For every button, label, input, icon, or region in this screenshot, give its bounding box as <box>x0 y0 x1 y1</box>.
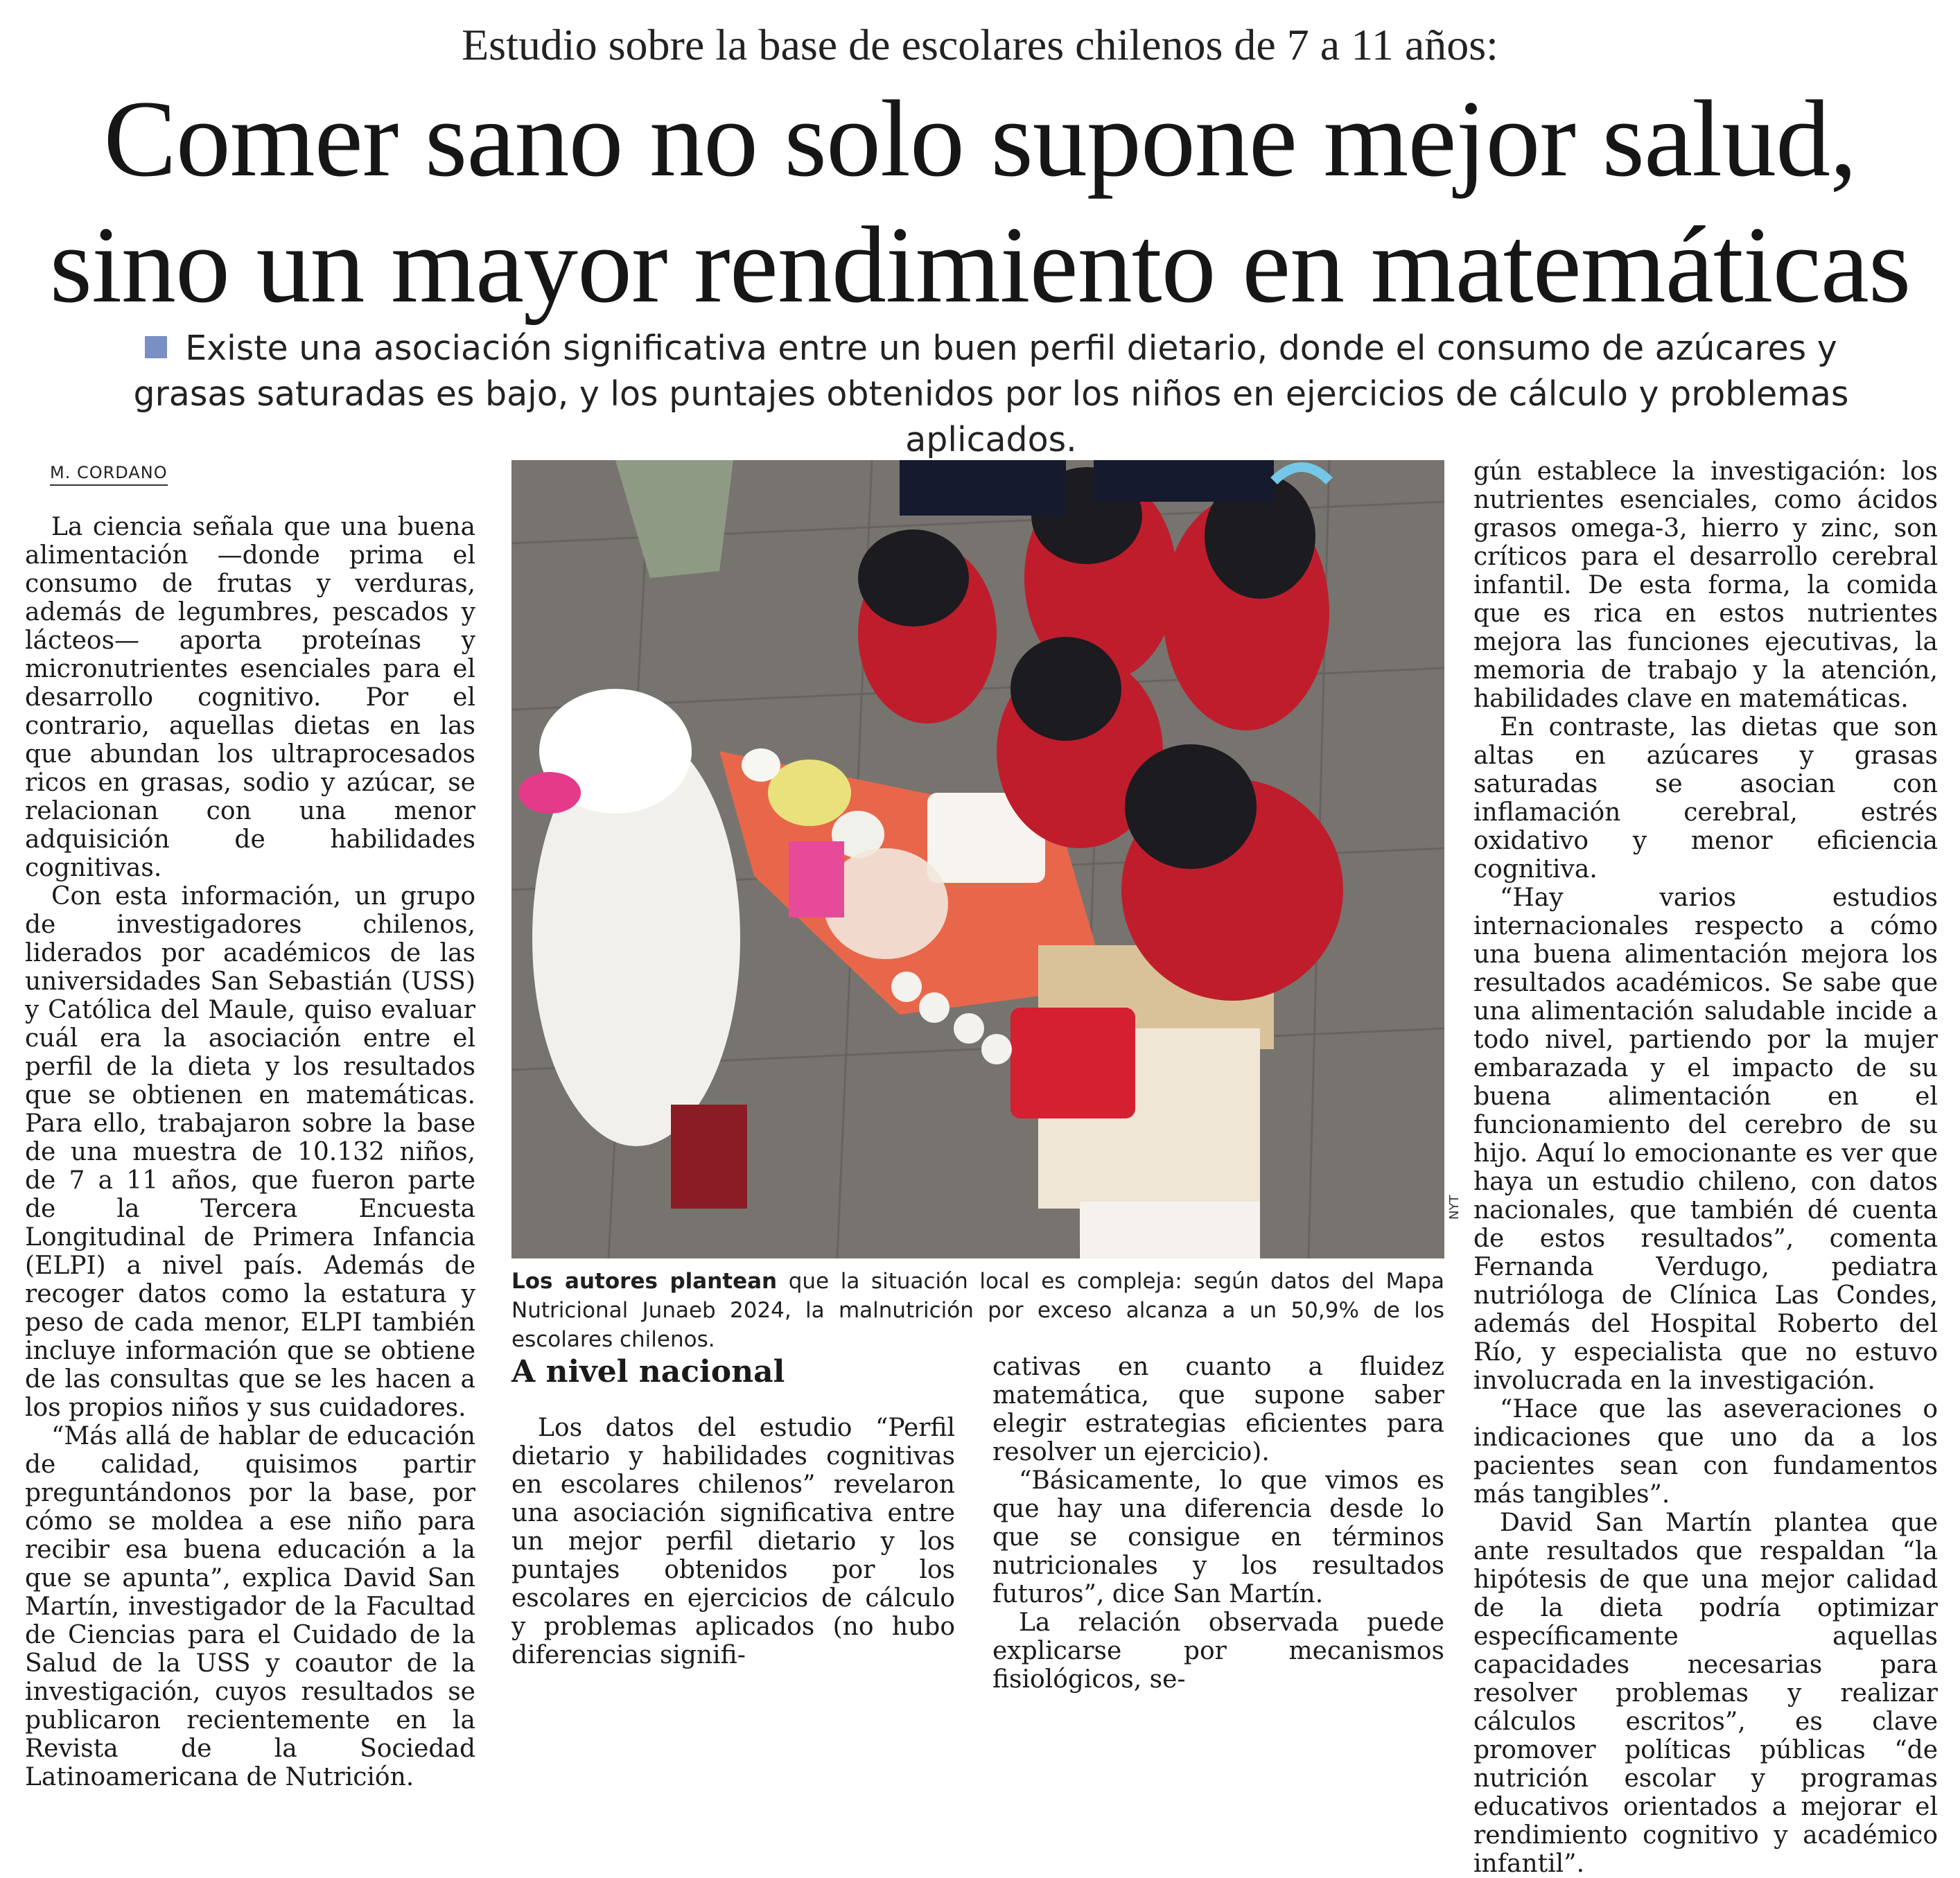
headline <box>21 76 1939 328</box>
paragraph: “Básicamente, lo que vimos es que hay una diferencia desde lo que se consigue en términos nutricionales y los resultados futuros”, dice San Martín. <box>992 1466 1444 1608</box>
paragraph: “Más allá de hablar de educación de calidad, quisimos partir preguntándonos por la base, por cómo se moldea a ese niño para recibir esa buena educación a la que se apunta”, explica David San Martín, investigador de la Facultad de Ciencias para el Cuidado de la Salud de la USS y coautor de la investigación, cuyos resultados se publicaron recientemente en la Revista de la Sociedad Latinoamericana de Nutrición. <box>25 1422 475 1791</box>
photo-illustration <box>511 460 1444 1258</box>
photo-caption <box>511 1267 1444 1354</box>
article-column-3 <box>992 1353 1444 1694</box>
article-column-4 <box>1473 457 1938 1878</box>
paragraph: David San Martín plantea que ante resultados que respaldan “la hipótesis de que una mejor calidad de la dieta podría optimizar específicamente aquellas capacidades necesarias para resolver problemas y realizar cálculos escritos”, es clave promover políticas públicas “de nutrición escolar y programas educativos orientados a mejorar el rendimiento cognitivo y académico infantil”. <box>1473 1509 1938 1878</box>
section-subhead: A nivel nacional <box>511 1354 785 1389</box>
paragraph: cativas en cuanto a fluidez matemática, que supone saber elegir estrategias eficientes para resolver un ejercicio). <box>992 1353 1444 1466</box>
paragraph: “Hay varios estudios internacionales respecto a cómo una buena alimentación mejora los resultados académicos. Se sabe que una alimentación saludable incide a todo nivel, partiendo por la mujer embarazada y el impacto de su buena alimentación en el funcionamiento del cerebro de su hijo. Aquí lo emocionante es ver que haya un estudio chileno, con datos nacionales, que también dé cuenta de estos resultados”, comenta Fernanda Verdugo, pediatra nutrióloga de Clínica Las Condes, además del Hospital Roberto del Río, y especialista que no estuvo involucrada en la investigación. <box>1473 884 1938 1395</box>
kicker: Estudio sobre la base de escolares chilenos de 7 a 11 años: <box>462 20 1498 69</box>
paragraph: Con esta información, un grupo de investigadores chilenos, liderados por académicos de las universidades San Sebastián (USS) y Católica del Maule, quiso evaluar cuál era la asociación entre el perfil de la dieta y los resultados que se obtienen en matemáticas. Para ello, trabajaron sobre la base de una muestra de 10.132 niños, de 7 a 11 años, que fueron parte de la Tercera Encuesta Longitudinal de Primera Infancia (ELPI) a nivel país. Además de recoger datos como la estatura y peso de cada menor, ELPI también incluye información que se obtiene de las consultas que se les hacen a los propios niños y sus cuidadores. <box>25 882 475 1422</box>
paragraph: La ciencia señala que una buena alimentación —donde prima el consumo de frutas y verduras, además de legumbres, pescados y lácteos— aporta proteínas y micronutrientes esenciales para el desarrollo cognitivo. Por el contrario, aquellas dietas en las que abundan los ultraprocesados ricos en grasas, sodio y azúcar, se relacionan con una menor adquisición de habilidades cognitivas. <box>25 513 475 882</box>
article-column-2 <box>511 1414 955 1669</box>
deck-text: Existe una asociación significativa entre un buen perfil dietario, donde el consumo de azúcares y grasas saturadas es bajo, y los puntajes obtenidos por los niños en ejercicios de cálculo y problemas aplicados. <box>133 328 1849 459</box>
byline: M. CORDANO <box>50 463 168 486</box>
caption-lead: Los autores plantean <box>511 1269 778 1294</box>
headline-line-2: sino un mayor rendimiento en matemáticas <box>49 204 1911 326</box>
headline-line-1: Comer sano no solo supone mejor salud, <box>103 78 1857 200</box>
paragraph: Los datos del estudio “Perfil dietario y habilidades cognitivas en escolares chilenos” revelaron una asociación significativa entre un mejor perfil dietario y los puntajes obtenidos por los escolares en ejercicios de cálculo y problemas aplicados (no hubo diferencias signifi- <box>511 1414 955 1669</box>
paragraph: En contraste, las dietas que son altas en azúcares y grasas saturadas se asocian con inflamación cerebral, estrés oxidativo y menor eficiencia cognitiva. <box>1473 713 1938 884</box>
article-column-1 <box>25 513 475 1791</box>
deck <box>90 326 1892 463</box>
photo-credit: NYT <box>1447 1195 1462 1220</box>
article-photo <box>511 460 1444 1258</box>
paragraph: “Hace que las aseveraciones o indicaciones que uno da a los pacientes sean con fundamentos más tangibles”. <box>1473 1395 1938 1509</box>
caption-text: que la situación local es compleja: según datos del Mapa Nutricional Junaeb 2024, la malnutrición por exceso alcanza a un 50,9% de los escolares chilenos. <box>511 1269 1445 1352</box>
paragraph: gún establece la investigación: los nutrientes esenciales, como ácidos grasos omega-3, hierro y zinc, son críticos para el desarrollo cerebral infantil. De esta forma, la comida que es rica en estos nutrientes mejora las funciones ejecutivas, la memoria de trabajo y la atención, habilidades clave en matemáticas. <box>1473 457 1938 713</box>
paragraph: La relación observada puede explicarse por mecanismos fisiológicos, se- <box>992 1608 1444 1694</box>
deck-bullet-icon <box>145 336 167 358</box>
